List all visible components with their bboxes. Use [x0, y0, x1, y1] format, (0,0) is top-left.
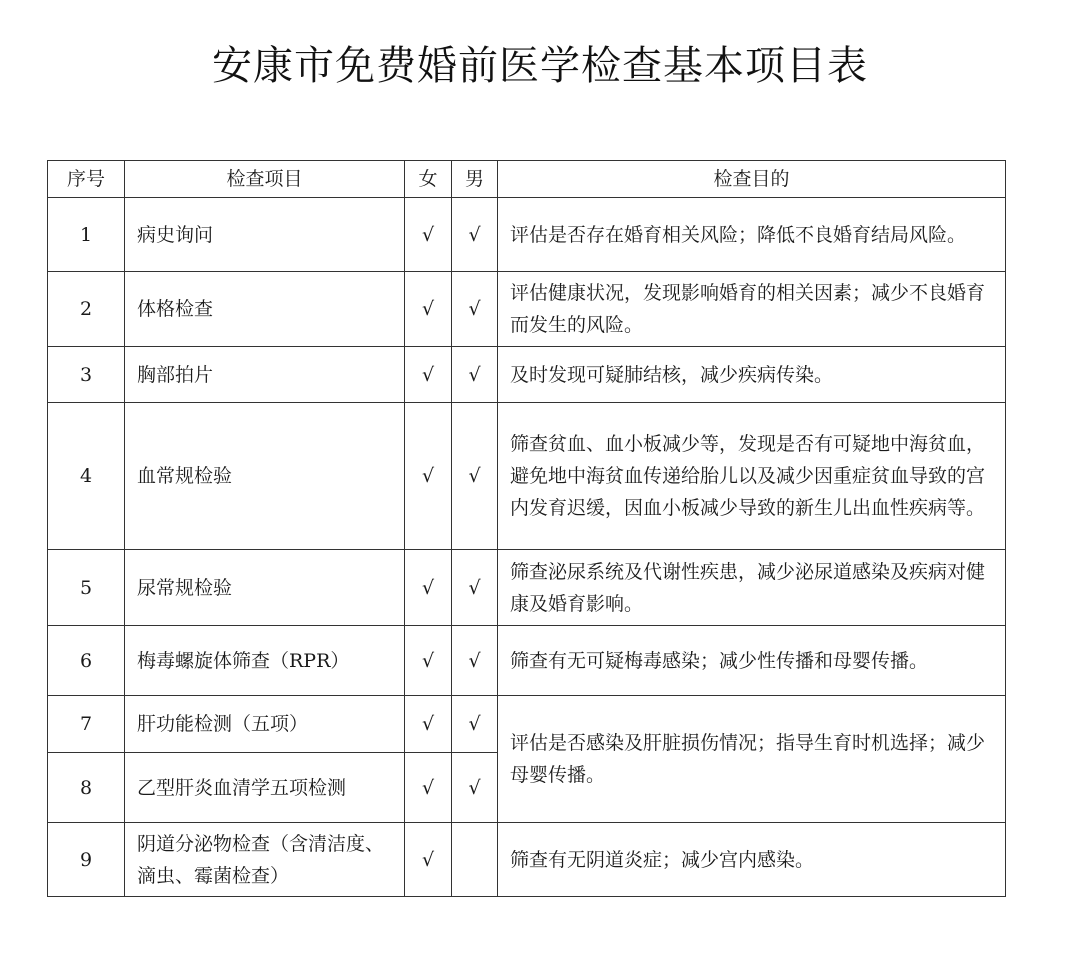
row-male-check: √	[452, 550, 498, 626]
row-purpose: 筛查有无阴道炎症；减少宫内感染。	[498, 823, 1006, 897]
row-male-check: √	[452, 403, 498, 550]
row-male-check	[452, 823, 498, 897]
row-female-check: √	[405, 403, 452, 550]
header-no: 序号	[48, 161, 125, 198]
table-row	[48, 626, 1006, 696]
row-purpose: 筛查有无可疑梅毒感染；减少性传播和母婴传播。	[498, 626, 1006, 696]
row-no: 4	[48, 403, 125, 550]
row-purpose: 及时发现可疑肺结核，减少疾病传染。	[498, 347, 1006, 403]
row-no: 5	[48, 550, 125, 626]
row-female-check: √	[405, 198, 452, 272]
row-no: 1	[48, 198, 125, 272]
row-no: 9	[48, 823, 125, 897]
row-purpose: 评估是否感染及肝脏损伤情况；指导生育时机选择；减少母婴传播。	[498, 696, 1006, 823]
row-item: 阴道分泌物检查（含清洁度、滴虫、霉菌检查）	[125, 823, 405, 897]
row-female-check: √	[405, 823, 452, 897]
row-item: 梅毒螺旋体筛查（RPR）	[125, 626, 405, 696]
row-item: 血常规检验	[125, 403, 405, 550]
table-row	[48, 198, 1006, 272]
header-male: 男	[452, 161, 498, 198]
table-row	[48, 272, 1006, 347]
row-no: 8	[48, 753, 125, 823]
row-female-check: √	[405, 550, 452, 626]
row-male-check: √	[452, 198, 498, 272]
exam-items-table	[47, 160, 1006, 897]
row-item: 肝功能检测（五项）	[125, 696, 405, 753]
row-female-check: √	[405, 696, 452, 753]
header-purpose: 检查目的	[498, 161, 1006, 198]
row-item: 乙型肝炎血清学五项检测	[125, 753, 405, 823]
table-row	[48, 550, 1006, 626]
row-male-check: √	[452, 753, 498, 823]
table-header-row	[48, 161, 1006, 198]
row-no: 6	[48, 626, 125, 696]
header-item: 检查项目	[125, 161, 405, 198]
row-item: 病史询问	[125, 198, 405, 272]
row-purpose: 评估是否存在婚育相关风险；降低不良婚育结局风险。	[498, 198, 1006, 272]
row-item: 尿常规检验	[125, 550, 405, 626]
row-female-check: √	[405, 272, 452, 347]
table-row	[48, 403, 1006, 550]
row-item: 胸部拍片	[125, 347, 405, 403]
row-female-check: √	[405, 753, 452, 823]
row-purpose: 评估健康状况，发现影响婚育的相关因素；减少不良婚育而发生的风险。	[498, 272, 1006, 347]
row-no: 7	[48, 696, 125, 753]
row-male-check: √	[452, 272, 498, 347]
table-row	[48, 347, 1006, 403]
row-male-check: √	[452, 347, 498, 403]
row-item: 体格检查	[125, 272, 405, 347]
row-male-check: √	[452, 626, 498, 696]
row-purpose: 筛查泌尿系统及代谢性疾患，减少泌尿道感染及疾病对健康及婚育影响。	[498, 550, 1006, 626]
header-female: 女	[405, 161, 452, 198]
row-no: 2	[48, 272, 125, 347]
row-male-check: √	[452, 696, 498, 753]
row-female-check: √	[405, 626, 452, 696]
row-no: 3	[48, 347, 125, 403]
page-title: 安康市免费婚前医学检查基本项目表	[212, 43, 868, 89]
row-female-check: √	[405, 347, 452, 403]
row-purpose: 筛查贫血、血小板减少等，发现是否有可疑地中海贫血，避免地中海贫血传递给胎儿以及减少因重症贫血导致的宫内发育迟缓，因血小板减少导致的新生儿出血性疾病等。	[498, 403, 1006, 550]
table-row	[48, 823, 1006, 897]
table-row	[48, 696, 1006, 753]
